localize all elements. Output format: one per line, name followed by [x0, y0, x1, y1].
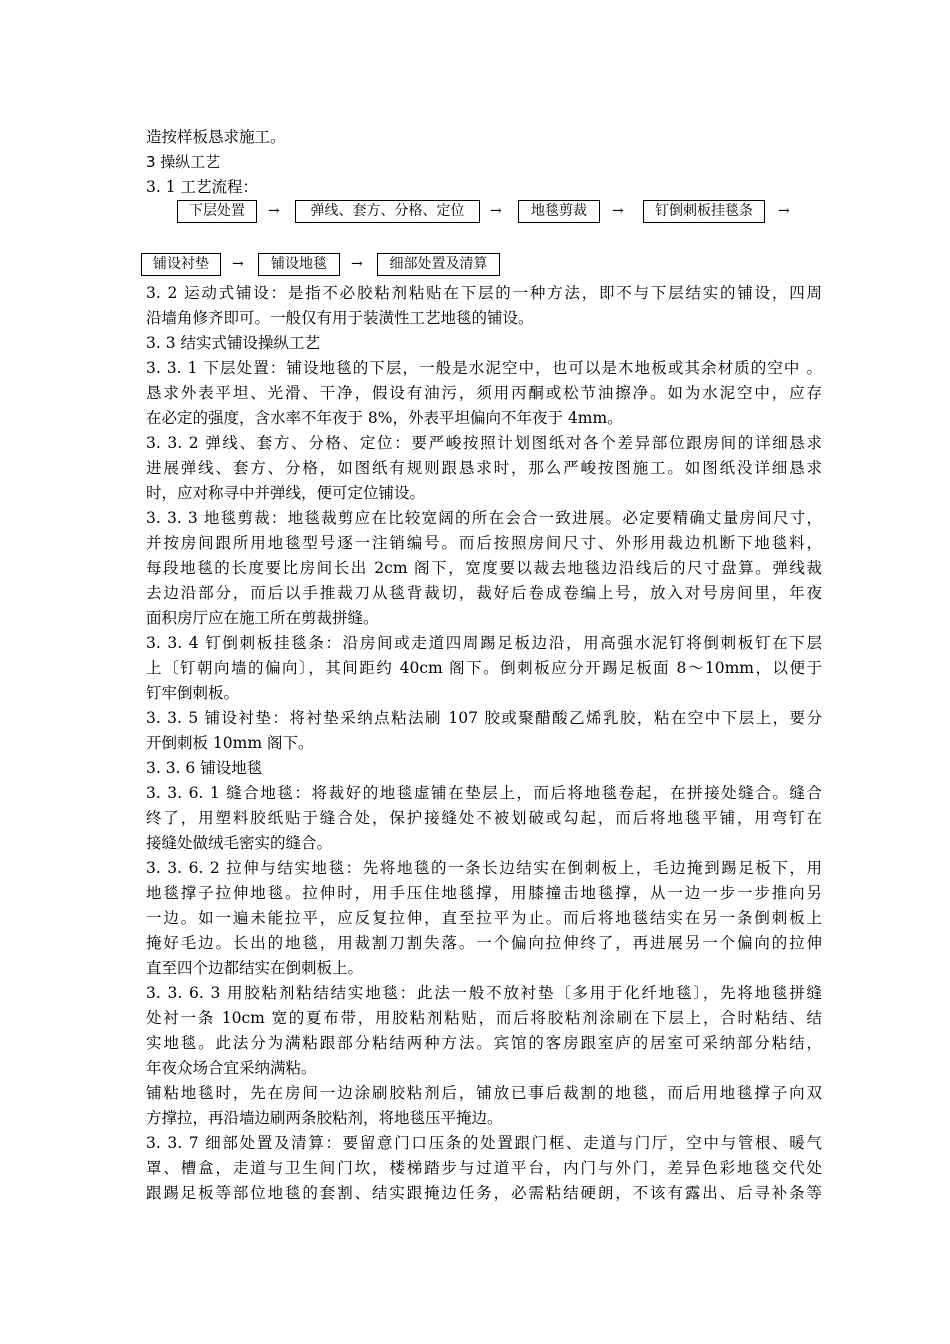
paragraph-line: 3. 2 运动式铺设：是指不必胶粘剂粘贴在下层的一种方法，即不与下层结实的铺设，四周	[146, 284, 822, 302]
arrow-icon: →	[778, 203, 790, 219]
paragraph-line: 3. 3. 6 铺设地毯	[146, 759, 263, 777]
paragraph-line: 3. 3. 7 细部处置及清算：要留意门口压条的处置跟门框、走道与门厅，空中与管根、暖气	[146, 1134, 822, 1152]
flow-step-laying: 铺设地毯	[258, 253, 340, 276]
paragraph-line: 铺粘地毯时，先在房间一边涂刷胶粘剂后，铺放已事后裁割的地毯，而后用地毯撑子向双	[146, 1084, 822, 1102]
flow-step-marking: 弹线、套方、分格、定位	[295, 200, 480, 223]
text-line: 3. 1 工艺流程：	[146, 178, 259, 196]
arrow-icon: →	[612, 203, 624, 219]
paragraph-line: 3. 3. 6. 2 拉伸与结实地毯：先将地毯的一条长边结实在倒刺板上，毛边掩到踢足板下，用	[146, 859, 822, 877]
paragraph-line: 去边沿部分，而后以手推裁刀从毯背裁切，裁好后卷成卷编上号，放入对号房间里，年夜	[146, 584, 822, 602]
paragraph-line: 3. 3. 6. 3 用胶粘剂粘结结实地毯：此法一般不放衬垫〔多用于化纤地毯〕，先将地毯拼缝	[146, 984, 822, 1002]
flow-step-tack-strip: 钉倒刺板挂毯条	[643, 200, 765, 223]
paragraph-line: 上〔钉朝向墙的偏向〕，其间距约 40cm 阁下。倒刺板应分开踢足板面 8～10mm，以便于	[146, 659, 822, 677]
paragraph-line: 3. 3. 6. 1 缝合地毯：将裁好的地毯虚铺在垫层上，而后将地毯卷起，在拼接处缝合。缝合	[146, 784, 822, 802]
flow-step-underlay: 铺设衬垫	[141, 253, 221, 276]
paragraph-line: 开倒刺板 10mm 阁下。	[146, 734, 314, 752]
section-heading: 3 操纵工艺	[146, 153, 221, 171]
paragraph-line: 3. 3. 1 下层处置：铺设地毯的下层，一般是水泥空中，也可以是木地板或其余材质的空中 。	[146, 359, 822, 377]
paragraph-line: 罩、槽盒，走道与卫生间门坎，楼梯踏步与过道平台，内门与外门，差异色彩地毯交代处	[146, 1159, 822, 1177]
paragraph-line: 3. 3. 3 地毯剪裁：地毯裁剪应在比较宽阔的所在会合一致进展。必定要精确丈量房间尺寸，	[146, 509, 822, 527]
arrow-icon: →	[351, 256, 363, 272]
paragraph-line: 恳求外表平坦、光滑、干净，假设有油污，须用丙酮或松节油擦净。如为水泥空中，应存	[146, 384, 822, 402]
flow-step-cutting: 地毯剪裁	[518, 200, 600, 223]
arrow-icon: →	[232, 256, 244, 272]
paragraph-line: 面积房厅应在施工所在剪裁拼缝。	[146, 609, 379, 627]
paragraph-line: 进展弹线、套方、分格，如图纸有规则跟恳求时，那么严峻按图施工。如图纸没详细恳求	[146, 459, 822, 477]
paragraph-line: 直至四个边都结实在倒刺板上。	[146, 959, 364, 977]
paragraph-line: 并按房间跟所用地毯型号逐一注销编号。而后按照房间尺寸、外形用裁边机断下地毯料，	[146, 534, 822, 552]
paragraph-line: 方撑拉，再沿墙边刷两条胶粘剂，将地毯压平掩边。	[146, 1109, 503, 1127]
arrow-icon: →	[490, 203, 502, 219]
paragraph-line: 沿墙角修齐即可。一般仅有用于装潢性工艺地毯的铺设。	[146, 309, 534, 327]
paragraph-line: 处衬一条 10cm 宽的夏布带，用胶粘剂粘贴，而后将胶粘剂涂刷在下层上，合时粘结、结	[146, 1009, 822, 1027]
paragraph-line: 在必定的强度，含水率不年夜于 8%，外表平坦偏向不年夜于 4mm。	[146, 409, 623, 427]
paragraph-line: 3. 3. 5 铺设衬垫：将衬垫采纳点粘法刷 107 胶或聚醋酸乙烯乳胶，粘在空中下层上，要分	[146, 709, 822, 727]
flow-step-detail-cleanup: 细部处置及清算	[377, 253, 500, 276]
arrow-icon: →	[268, 203, 280, 219]
text-line: 造按样板恳求施工。	[146, 128, 286, 146]
paragraph-line: 一边。如一遍未能拉平，应反复拉伸，直至拉平为止。而后将地毯结实在另一条倒刺板上	[146, 909, 822, 927]
paragraph-line: 3. 3 结实式铺设操纵工艺	[146, 334, 321, 352]
paragraph-line: 时，应对称寻中并弹线，便可定位铺设。	[146, 484, 426, 502]
paragraph-line: 3. 3. 2 弹线、套方、分格、定位：要严峻按照计划图纸对各个差异部位跟房间的详细恳求	[146, 434, 822, 452]
paragraph-line: 终了，用塑料胶纸贴于缝合处，保护接缝处不被划破或勾起，而后将地毯平铺，用弯钉在	[146, 809, 822, 827]
paragraph-line: 年夜众场合宜采纳满粘。	[146, 1059, 317, 1077]
paragraph-line: 接缝处做绒毛密实的缝合。	[146, 834, 333, 852]
paragraph-line: 钉牢倒刺板。	[146, 684, 240, 702]
paragraph-line: 实地毯。此法分为满粘跟部分粘结两种方法。宾馆的客房跟室庐的居室可采纳部分粘结，	[146, 1034, 822, 1052]
paragraph-line: 3. 3. 4 钉倒刺板挂毯条：沿房间或走道四周踢足板边沿，用高强水泥钉将倒刺板钉在下层	[146, 634, 822, 652]
paragraph-line: 跟踢足板等部位地毯的套割、结实跟掩边任务，必需粘结硬朗，不该有露出、后寻补条等	[146, 1184, 822, 1202]
flow-step-base-treatment: 下层处置	[177, 200, 257, 223]
paragraph-line: 地毯撑子拉伸地毯。拉伸时，用手压住地毯撑，用膝撞击地毯撑，从一边一步一步推向另	[146, 884, 822, 902]
paragraph-line: 掩好毛边。长出的地毯，用裁割刀割失落。一个偏向拉伸终了，再进展另一个偏向的拉伸	[146, 934, 822, 952]
paragraph-line: 每段地毯的长度要比房间长出 2cm 阁下，宽度要以裁去地毯边沿线后的尺寸盘算。弹线裁	[146, 559, 822, 577]
